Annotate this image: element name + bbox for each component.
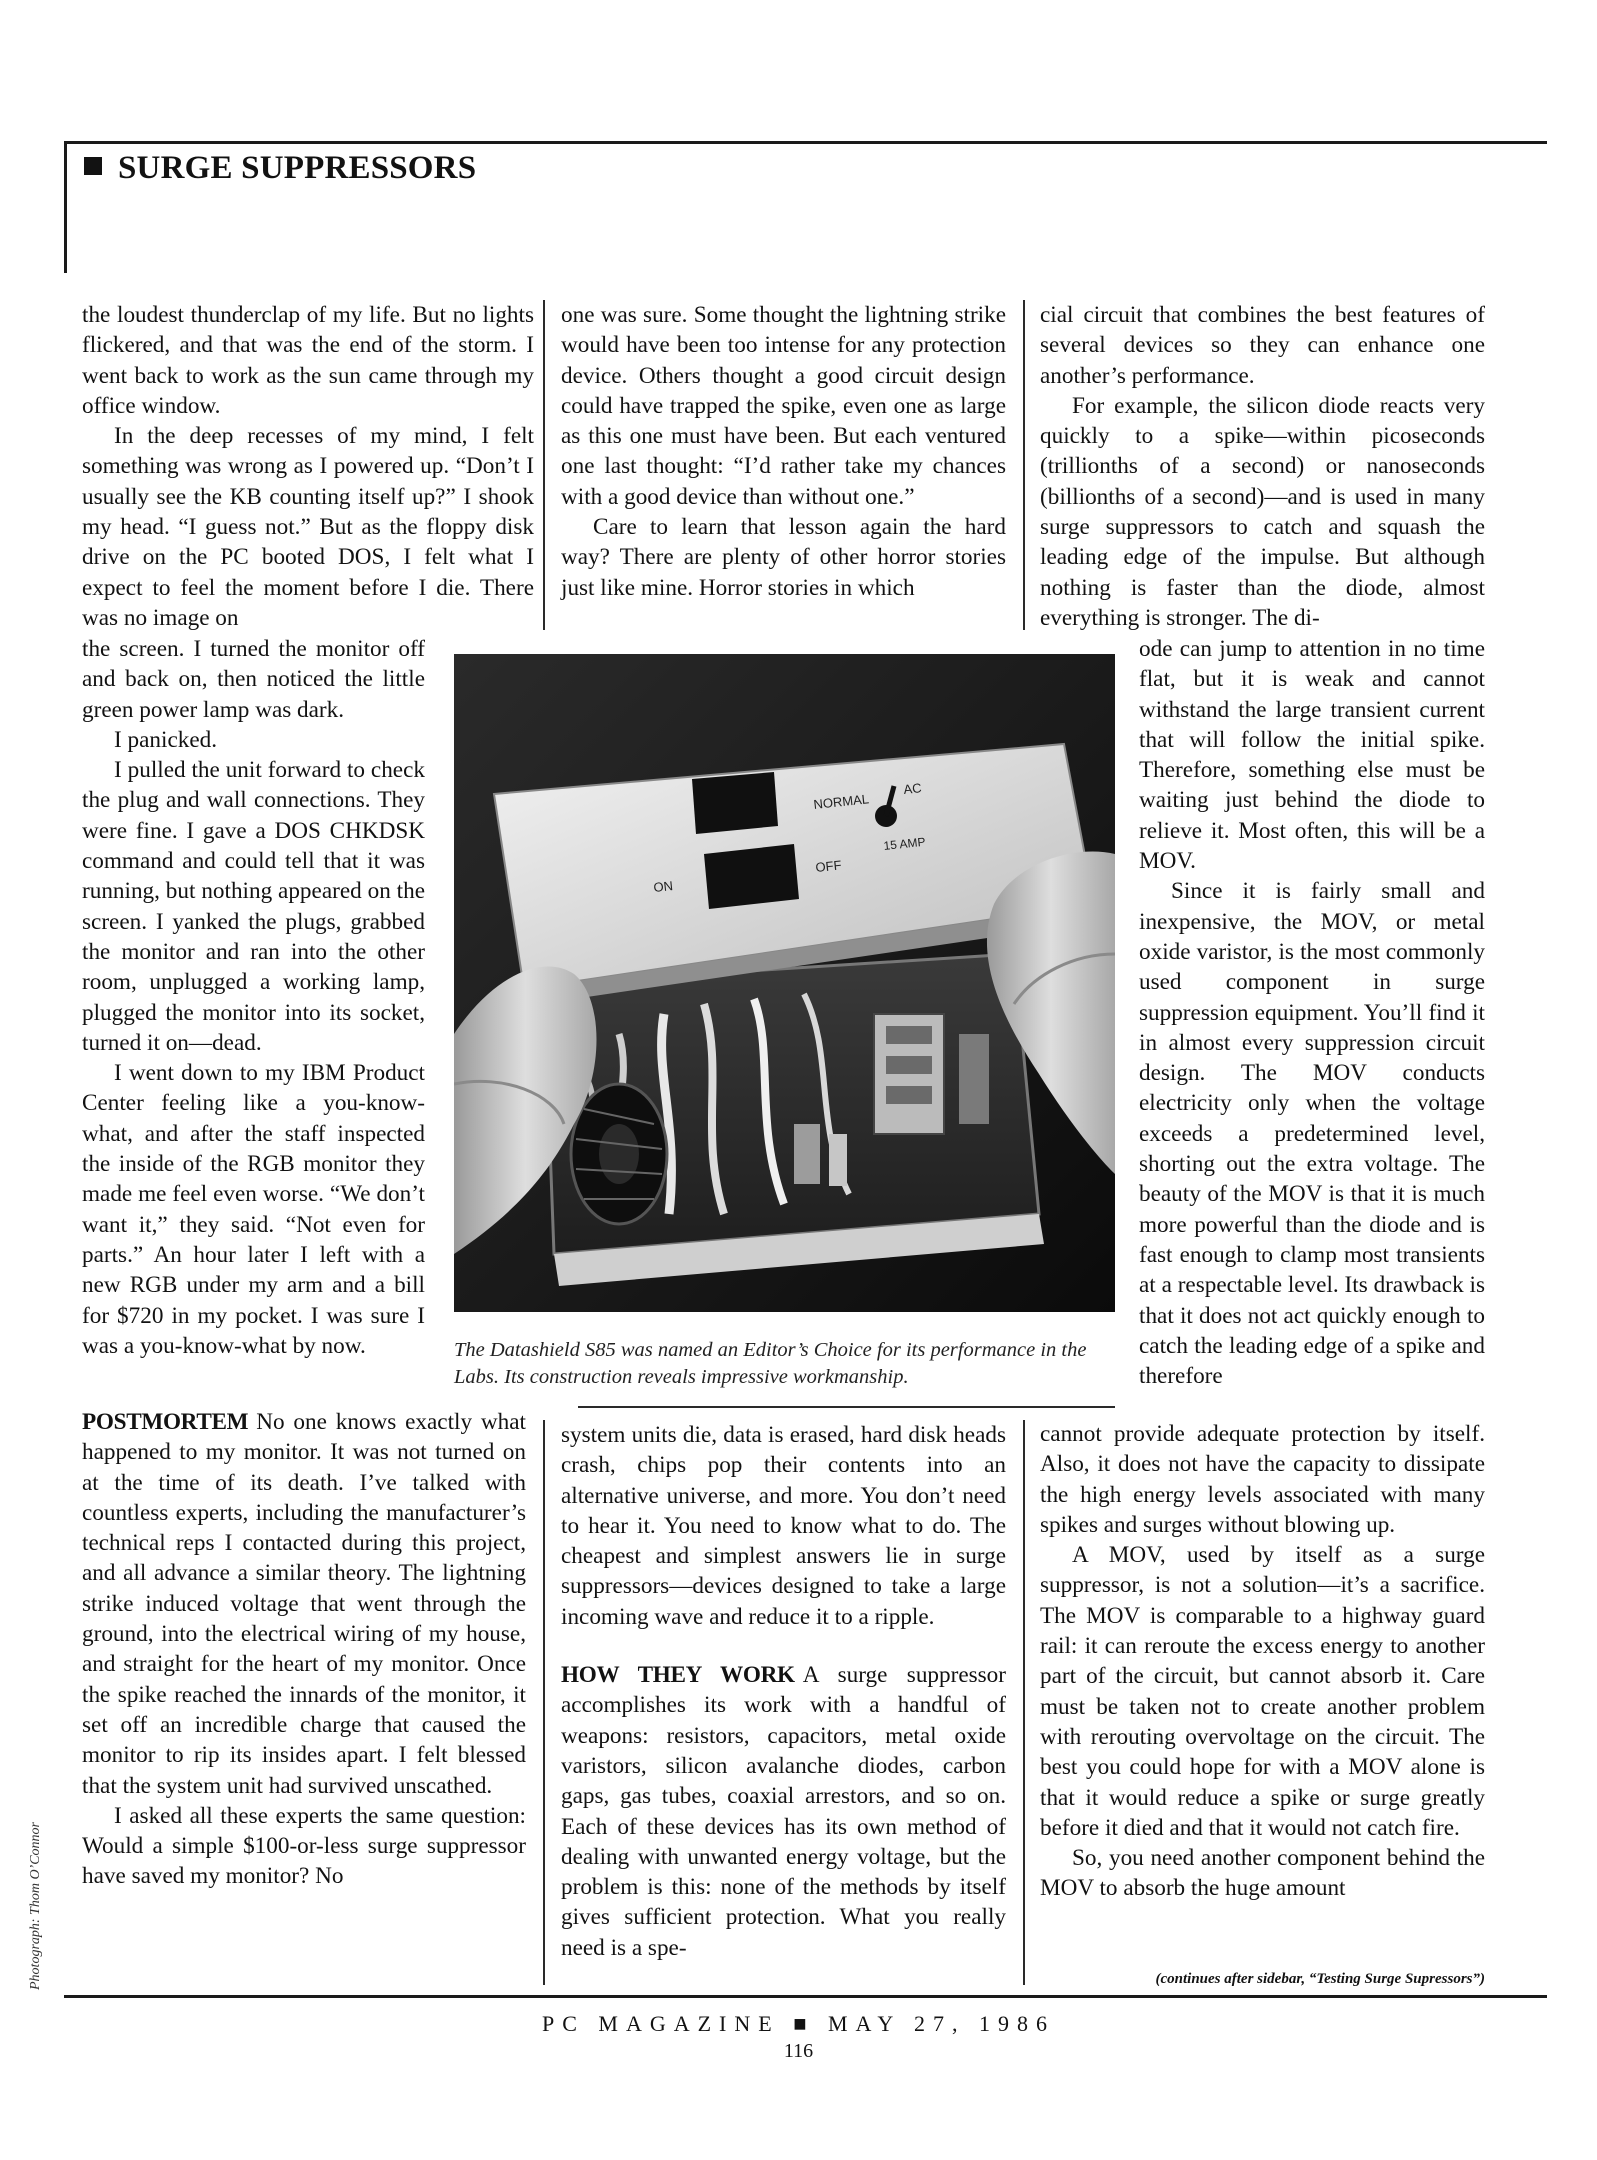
paragraph: ode can jump to attention in no time flat, but it is weak and cannot withstand the large transient current that will follow the initial spike. Therefore, something else must be waiting just behind the diode to relieve it. Most often, this will be a MOV. xyxy=(1139,636,1485,875)
label-ac: AC xyxy=(902,780,923,797)
bottom-rule xyxy=(64,1995,1547,1998)
column-rule xyxy=(543,1420,545,1985)
continuation-note: (continues after sidebar, “Testing Surge Supressors”) xyxy=(1155,1971,1485,1987)
product-photo xyxy=(454,654,1115,1312)
column-1-bottom xyxy=(82,1379,526,1892)
paragraph: Since it is fairly small and inexpensive, the MOV, or metal oxide varistor, is the most commonly used component in surge suppression equipment. You’ll find it in almost every suppression circuit design. The MOV conducts electricity only when the voltage exceeds a predetermined level, shorting out the extra voltage. The beauty of the MOV is that it is much more powerful than the diode and is fast enough to clamp most transients at a respectable level. Its drawback is that it does not act quickly enough to catch the leading edge of a spike and therefore xyxy=(1139,878,1485,1390)
column-1-wrap xyxy=(82,634,425,1361)
column-1-top xyxy=(82,300,534,633)
paragraph xyxy=(82,1407,526,1801)
paragraph: I went down to my IBM Product Center feeling like a you-know-what, and after the staff inspected the inside of the RGB monitor they made me feel even worse. “We don’t want it,” they said. “Not even for parts.” An hour later I left with a new RGB under my arm and a bill for $720 in my pocket. I was sure I was a you-know-what by now. xyxy=(82,1060,425,1359)
column-2-top xyxy=(561,300,1006,603)
subhead-postmortem: POSTMORTEM xyxy=(82,1409,249,1435)
caption-rule xyxy=(578,1406,1115,1408)
page-number: 116 xyxy=(783,2040,814,2062)
label-normal: NORMAL xyxy=(812,791,870,812)
column-rule xyxy=(1023,1420,1025,1985)
label-on: ON xyxy=(652,878,674,895)
paragraph: Care to learn that lesson again the hard way? There are plenty of other horror stories just like mine. Horror stories in which xyxy=(561,514,1006,601)
paragraph: For example, the silicon diode reacts very quickly to a spike—within picoseconds (trillionths of a second) or nanoseconds (billionths of a second)—and is used in many surge suppressors to catch and squash the leading edge of the impulse. But although nothing is faster than the diode, almost everything is stronger. The di- xyxy=(1040,392,1485,631)
column-rule xyxy=(543,300,545,630)
paragraph: I panicked. xyxy=(114,726,218,753)
paragraph: the screen. I turned the monitor off and back on, then noticed the little green power lamp was dark. xyxy=(82,636,425,723)
paragraph: the loudest thunderclap of my life. But no lights flickered, and that was the end of the storm. I went back to work as the sun came through my office window. xyxy=(82,302,534,419)
paragraph-text: A surge suppressor accomplishes its work with a handful of weapons: resistors, capacitors, metal oxide varistors, silicon avalanche diodes, carbon gaps, gas tubes, coaxial arrestors, and so on. Each of these devices has its own method of dealing with unwanted energy voltage, but the problem is this: none of the methods by itself gives sufficient protection. What you really need is a spe- xyxy=(561,1662,1006,1961)
paragraph: In the deep recesses of my mind, I felt something was wrong as I powered up. “Don’t I usually see the KB counting itself up?” I shook my head. “I guess not.” But as the floppy disk drive on the PC booted DOS, I felt what I expect to feel the moment before I die. There was no image on xyxy=(82,423,534,631)
column-2-bottom xyxy=(561,1420,1006,1963)
label-15-amp: 15 AMP xyxy=(882,834,927,853)
paragraph: I asked all these experts the same question: Would a simple $100-or-less surge suppressor have saved my monitor? No xyxy=(82,1802,526,1890)
column-rule xyxy=(1023,300,1025,630)
paragraph: one was sure. Some thought the lightning strike would have been too intense for any protection device. Others thought a good circuit design could have trapped the spike, even one as large as this one must have been. But each ventured one last thought: “I’d rather take my chances with a good device than without one.” xyxy=(561,302,1006,510)
photo-credit: Photograph: Thom O’Connor xyxy=(28,1821,43,1990)
surge-suppressor-photo-icon xyxy=(454,654,1115,1312)
label-off: OFF xyxy=(814,857,843,875)
top-rule xyxy=(64,141,1547,144)
paragraph: system units die, data is erased, hard disk heads crash, chips pop their contents into an alternative universe, and more. You don’t need to hear it. You need to know what to do. The cheapest and simplest answers lie in surge suppressors—devices designed to take a large incoming wave and reduce it to a ripple. xyxy=(561,1422,1006,1630)
column-3-top xyxy=(1040,300,1485,633)
paragraph: A MOV, used by itself as a surge suppressor, is not a solution—it’s a sacrifice. The MOV is comparable to a highway guard rail: it can reroute the excess energy to another part of the circuit, but cannot absorb it. Care must be taken not to create another problem with rerouting overvoltage on the circuit. The best you could hope for with a MOV alone is that it would reduce a spike or surge greatly before it died and that it would not catch fire. xyxy=(1040,1542,1485,1841)
footer-masthead: PC MAGAZINE ■ MAY 27, 1986 xyxy=(541,2011,1055,2036)
paragraph: I pulled the unit forward to check the plug and wall connections. They were fine. I gave a DOS CHKDSK command and could tell that it was running, but nothing appeared on the screen. I yanked the plugs, grabbed the monitor and ran into the other room, unplugged a working lamp, plugged the monitor into its socket, turned it on—dead. xyxy=(82,757,425,1056)
subhead-how-they-work: HOW THEY WORK xyxy=(561,1662,795,1689)
section-title: SURGE SUPPRESSORS xyxy=(118,150,477,186)
header-left-rule xyxy=(64,141,67,273)
column-3-wrap xyxy=(1139,634,1485,1391)
paragraph: cial circuit that combines the best features of several devices so they can enhance one another’s performance. xyxy=(1040,302,1485,389)
paragraph: So, you need another component behind the MOV to absorb the huge amount xyxy=(1040,1845,1485,1902)
paragraph-text: No one knows exactly what happened to my monitor. It was not turned on at the time of its death. I’ve talked with countless experts, including the manufacturer’s technical reps I contacted during this project, and all advance a similar theory. The lightning strike induced voltage that went through the ground, into the electrical wiring of my house, and straight for the heart of my monitor. Once the spike reached the innards of the monitor, it set off an incredible charge that caused the monitor to rip its insides apart. I felt blessed that the system unit had survived unscathed. xyxy=(82,1409,526,1799)
paragraph xyxy=(561,1660,1006,1963)
bullet-square-icon xyxy=(84,157,102,175)
paragraph: cannot provide adequate protection by itself. Also, it does not have the capacity to dissipate the high energy levels associated with many spikes and surges without blowing up. xyxy=(1040,1421,1485,1538)
section-heading xyxy=(84,150,476,187)
photo-caption: The Datashield S85 was named an Editor’s Choice for its performance in the Labs. Its construction reveals impressive workmanship. xyxy=(454,1339,1087,1388)
column-3-bottom xyxy=(1040,1419,1485,1904)
